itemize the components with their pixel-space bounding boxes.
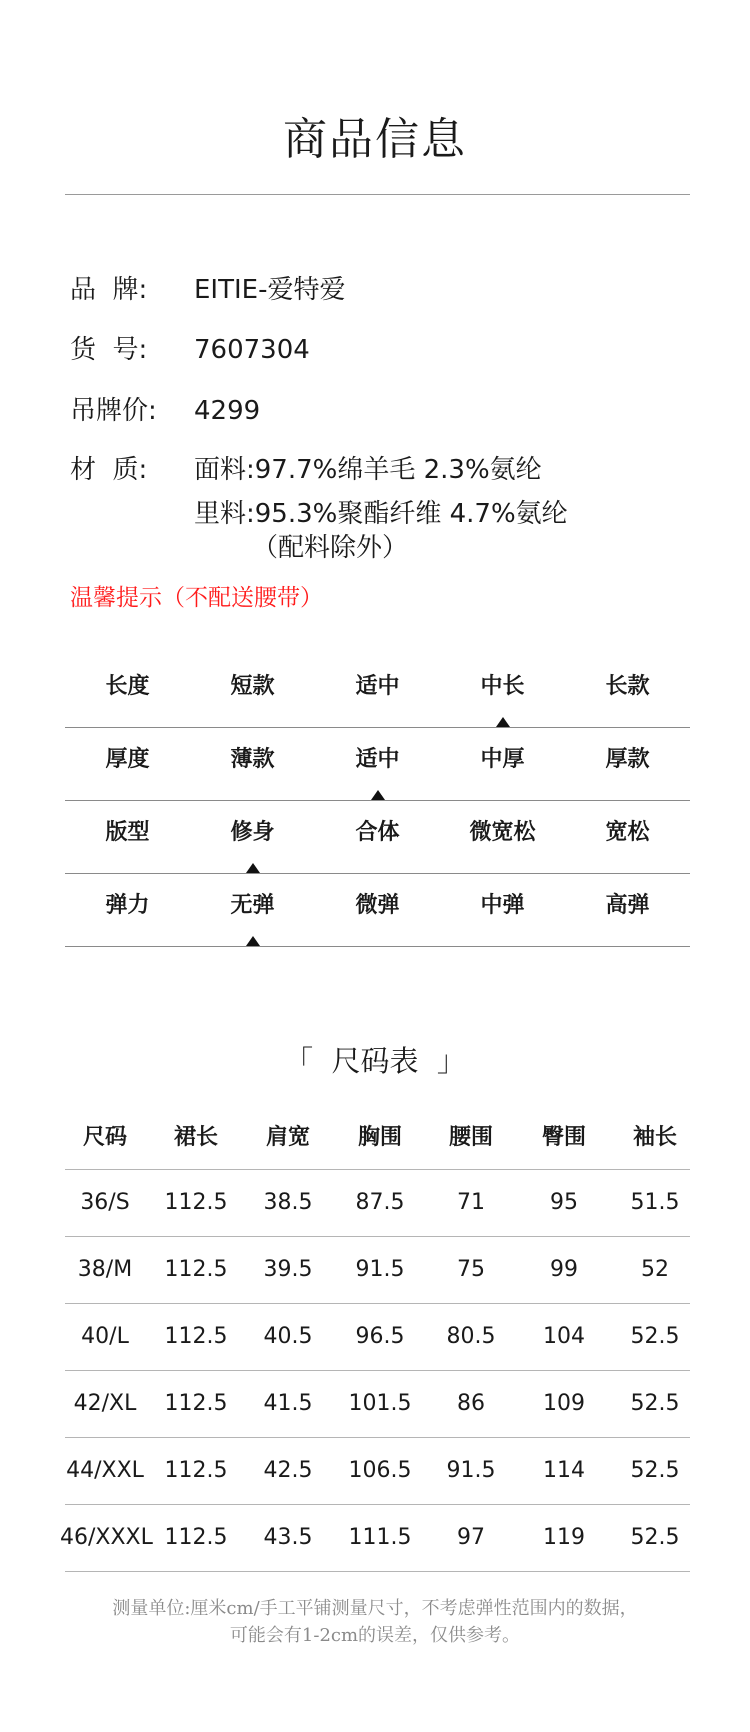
attribute-row — [65, 727, 690, 801]
measurement-note-line1: 测量单位:厘米cm/手工平铺测量尺寸，不考虑弹性范围内的数据， — [112, 1598, 638, 1619]
column-header: 尺码 — [82, 1125, 127, 1150]
table-cell: 101.5 — [348, 1391, 412, 1416]
column-header: 胸围 — [357, 1125, 402, 1150]
table-row — [65, 1237, 690, 1304]
selected-marker-icon — [496, 717, 510, 727]
selected-marker-icon — [246, 936, 260, 946]
table-cell: 42.5 — [263, 1458, 313, 1483]
attribute-option: 中弹 — [480, 893, 525, 918]
table-row — [65, 1438, 690, 1505]
attribute-label: 长度 — [105, 674, 150, 699]
table-cell: 52 — [641, 1257, 669, 1282]
attribute-label: 弹力 — [105, 893, 150, 918]
table-cell: 41.5 — [263, 1391, 313, 1416]
table-cell: 111.5 — [348, 1525, 412, 1550]
attribute-option: 中长 — [480, 674, 525, 699]
item-no-value: 7607304 — [194, 335, 310, 365]
table-cell: 52.5 — [630, 1458, 680, 1483]
material-label: 材 质: — [70, 455, 148, 485]
attribute-option: 修身 — [230, 820, 275, 845]
column-header: 裙长 — [173, 1125, 218, 1150]
table-row — [65, 1304, 690, 1371]
table-cell: 86 — [457, 1391, 485, 1416]
item-no-label: 货 号: — [70, 335, 148, 365]
table-row — [60, 1505, 690, 1572]
table-cell: 99 — [550, 1257, 578, 1282]
table-cell: 52.5 — [630, 1324, 680, 1349]
attribute-option: 宽松 — [605, 820, 650, 845]
material-fabric: 面料:97.7%绵羊毛 2.3%氨纶 — [194, 455, 542, 485]
price-label: 吊牌价: — [70, 396, 157, 426]
table-cell: 97 — [457, 1525, 485, 1550]
brand-label: 品 牌: — [70, 275, 148, 305]
table-cell: 104 — [543, 1324, 585, 1349]
column-header: 臀围 — [541, 1125, 586, 1150]
attribute-option: 无弹 — [230, 893, 275, 918]
column-header: 腰围 — [448, 1125, 493, 1150]
table-cell: 119 — [543, 1525, 585, 1550]
table-cell: 52.5 — [630, 1525, 680, 1550]
attribute-label: 厚度 — [105, 747, 150, 772]
selected-marker-icon — [246, 863, 260, 873]
table-cell: 87.5 — [355, 1190, 405, 1215]
attribute-label: 版型 — [105, 820, 150, 845]
attribute-option: 薄款 — [230, 747, 275, 772]
table-cell: 109 — [543, 1391, 585, 1416]
table-cell: 91.5 — [355, 1257, 405, 1282]
attribute-row — [65, 873, 690, 947]
table-cell: 71 — [457, 1190, 485, 1215]
size-label-cell: 42/XL — [73, 1391, 137, 1416]
price-value: 4299 — [194, 396, 261, 426]
attribute-option: 合体 — [355, 820, 400, 845]
attribute-row — [65, 800, 690, 874]
table-cell: 95 — [550, 1190, 578, 1215]
size-chart-title: 「 尺码表 」 — [284, 1044, 466, 1078]
measurement-note-line2: 可能会有1-2cm的误差，仅供参考。 — [229, 1625, 521, 1646]
measurement-note — [0, 1595, 750, 1649]
attribute-option: 微宽松 — [469, 820, 536, 845]
column-header: 肩宽 — [265, 1125, 310, 1150]
table-cell: 39.5 — [263, 1257, 313, 1282]
size-label-cell: 44/XXL — [66, 1458, 144, 1483]
size-label-cell: 38/M — [77, 1257, 133, 1282]
table-cell: 43.5 — [263, 1525, 313, 1550]
table-cell: 52.5 — [630, 1391, 680, 1416]
page-title: 商品信息 — [283, 114, 467, 165]
notice-text: 温馨提示（不配送腰带） — [70, 585, 323, 611]
attribute-option: 厚款 — [605, 747, 650, 772]
attribute-row — [65, 654, 690, 728]
attribute-option: 高弹 — [605, 893, 650, 918]
title-divider — [65, 194, 690, 195]
attribute-option: 微弹 — [355, 893, 400, 918]
table-row — [65, 1170, 690, 1237]
table-cell: 80.5 — [446, 1324, 496, 1349]
attribute-option: 中厚 — [480, 747, 525, 772]
column-header: 袖长 — [632, 1125, 677, 1150]
size-chart-header — [65, 1110, 690, 1170]
table-cell: 40.5 — [263, 1324, 313, 1349]
table-cell: 38.5 — [263, 1190, 313, 1215]
table-cell: 106.5 — [348, 1458, 412, 1483]
table-cell: 114 — [543, 1458, 585, 1483]
material-note: （配料除外） — [252, 533, 409, 563]
table-cell: 112.5 — [164, 1324, 228, 1349]
table-cell: 75 — [457, 1257, 485, 1282]
table-cell: 112.5 — [164, 1257, 228, 1282]
attribute-option: 适中 — [355, 674, 400, 699]
table-cell: 112.5 — [164, 1391, 228, 1416]
table-cell: 91.5 — [446, 1458, 496, 1483]
attribute-option: 适中 — [355, 747, 400, 772]
attribute-option: 长款 — [605, 674, 650, 699]
material-lining: 里料:95.3%聚酯纤维 4.7%氨纶 — [194, 499, 568, 529]
table-cell: 96.5 — [355, 1324, 405, 1349]
table-cell: 112.5 — [164, 1525, 228, 1550]
attribute-option: 短款 — [230, 674, 275, 699]
table-cell: 112.5 — [164, 1190, 228, 1215]
table-cell: 112.5 — [164, 1458, 228, 1483]
table-row — [65, 1371, 690, 1438]
size-label-cell: 40/L — [81, 1324, 129, 1349]
brand-value: EITIE-爱特爱 — [194, 275, 346, 305]
table-cell: 51.5 — [630, 1190, 680, 1215]
selected-marker-icon — [371, 790, 385, 800]
size-label-cell: 46/XXXL — [60, 1525, 153, 1550]
size-label-cell: 36/S — [80, 1190, 130, 1215]
